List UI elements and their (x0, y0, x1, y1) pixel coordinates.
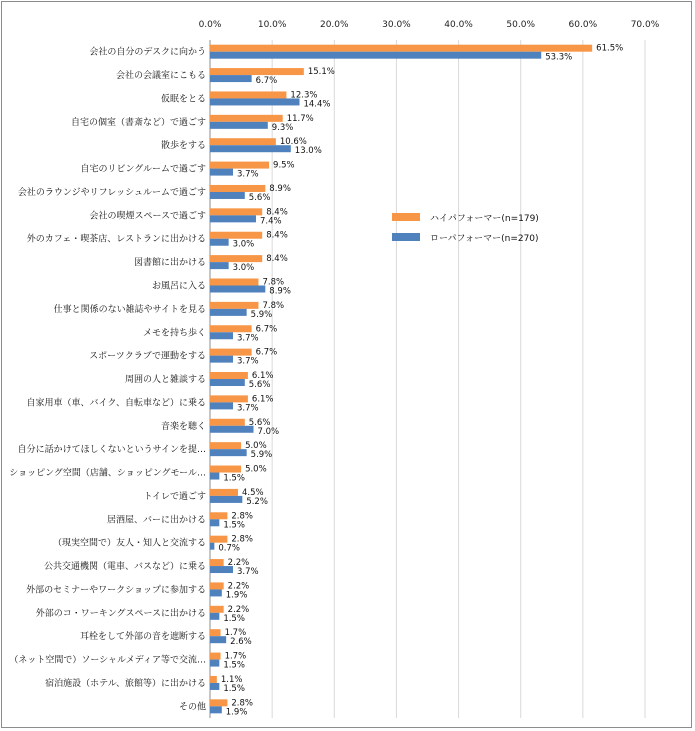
bar-low-performer (210, 379, 245, 386)
bar-low-performer (210, 262, 229, 269)
category-label: 仮眠をとる (160, 94, 206, 105)
x-tick-label: 20.0% (319, 20, 349, 30)
x-axis-ticks (199, 20, 660, 30)
data-label-high-performer: 7.8% (262, 300, 285, 311)
data-label-low-performer: 1.5% (223, 520, 245, 531)
data-label-high-performer: 8.4% (266, 230, 288, 241)
bar-high-performer (210, 255, 262, 262)
data-label-high-performer: 2.8% (231, 534, 254, 545)
category-label: 自家用車（車、バイク、自転車など）に乗る (26, 398, 206, 409)
data-label-high-performer: 5.0% (245, 464, 267, 475)
bar-low-performer (210, 356, 233, 363)
data-label-high-performer: 15.1% (307, 67, 335, 78)
bar-low-performer (210, 192, 245, 199)
data-label-low-performer: 5.2% (246, 496, 268, 507)
data-label-low-performer: 14.4% (303, 99, 331, 110)
data-label-high-performer: 1.7% (224, 651, 247, 662)
data-label-high-performer: 8.9% (269, 183, 291, 194)
bar-low-performer (210, 402, 233, 409)
data-label-low-performer: 3.7% (236, 333, 259, 344)
category-label: 宿泊施設（ホテル、旅館等）に出かける (45, 678, 206, 689)
data-label-high-performer: 8.4% (266, 207, 288, 218)
data-label-low-performer: 3.7% (236, 403, 259, 414)
bar-high-performer (210, 676, 217, 683)
category-label: 公共交通機関（電車、バスなど）に乗る (43, 562, 206, 573)
data-label-high-performer: 10.6% (279, 137, 307, 148)
bar-low-performer (210, 52, 541, 59)
category-label: 音楽を聴く (160, 421, 206, 432)
data-label-low-performer: 5.6% (248, 380, 271, 391)
bar-high-performer (210, 232, 262, 239)
category-label: 会社の自分のデスクに向かう (89, 47, 206, 58)
data-label-high-performer: 4.5% (241, 487, 264, 498)
bar-high-performer (210, 699, 227, 706)
bar-low-performer (210, 332, 233, 339)
legend (392, 213, 539, 244)
legend-low-performer-label: ローパフォーマー(n=270) (430, 234, 539, 244)
bar-low-performer (210, 683, 219, 690)
data-label-low-performer: 3.0% (232, 263, 255, 274)
bar-high-performer (210, 115, 283, 122)
bar-high-performer (210, 278, 258, 285)
category-label: 会社の喫煙スペースで過ごす (89, 211, 206, 222)
data-label-low-performer: 13.0% (294, 146, 322, 157)
bar-high-performer (210, 208, 262, 215)
data-label-high-performer: 1.1% (220, 674, 243, 685)
bar-high-performer (210, 559, 224, 566)
data-label-high-performer: 2.2% (227, 604, 250, 615)
data-label-low-performer: 3.7% (236, 567, 259, 578)
category-label: （ネット空間で）ソーシャルメディア等で交流… (9, 655, 206, 666)
data-label-low-performer: 2.6% (230, 637, 252, 648)
data-label-low-performer: 5.6% (248, 192, 271, 203)
data-label-high-performer: 11.7% (286, 113, 314, 124)
data-label-low-performer: 1.5% (223, 683, 245, 694)
data-label-low-performer: 3.7% (236, 356, 259, 367)
bar-high-performer (210, 653, 221, 660)
legend-low-performer-swatch (392, 233, 420, 241)
category-label: 自宅の個室（書斎など）で過ごす (70, 117, 206, 128)
bar-high-performer (210, 372, 248, 379)
bar-low-performer (210, 239, 229, 246)
bar-low-performer (210, 519, 219, 526)
bar-high-performer (210, 442, 241, 449)
data-label-high-performer: 2.2% (227, 581, 250, 592)
bar-high-performer (210, 512, 227, 519)
bar-high-performer (210, 91, 286, 98)
bar-low-performer (210, 215, 256, 222)
bar-high-performer (210, 466, 241, 473)
category-label: （現実空間で）友人・知人と交流する (52, 538, 206, 549)
category-label: 会社のラウンジやリフレッシュルームで過ごす (17, 187, 206, 198)
category-label: 居酒屋、バーに出かける (106, 515, 206, 526)
category-label: 図書館に出かける (133, 258, 206, 269)
category-label: 耳栓をして外部の音を遮断する (79, 632, 206, 643)
bar-high-performer (210, 302, 258, 309)
data-label-high-performer: 6.7% (255, 347, 278, 358)
bar-high-performer (210, 489, 238, 496)
category-label: お風呂に入る (151, 281, 206, 292)
x-tick-label: 10.0% (257, 20, 287, 30)
x-tick-label: 60.0% (568, 20, 598, 30)
data-label-high-performer: 6.1% (251, 371, 274, 382)
data-label-low-performer: 7.0% (257, 426, 280, 437)
bar-high-performer (210, 325, 252, 332)
data-label-high-performer: 1.7% (224, 628, 247, 639)
bar-high-performer (210, 582, 224, 589)
data-label-high-performer: 61.5% (596, 43, 624, 54)
category-label: その他 (178, 702, 206, 713)
data-label-low-performer: 3.7% (236, 169, 259, 180)
data-label-low-performer: 53.3% (545, 52, 573, 63)
data-label-high-performer: 12.3% (290, 90, 318, 101)
category-label: スポーツクラブで運動をする (89, 351, 206, 362)
bar-low-performer (210, 426, 254, 433)
bar-high-performer (210, 419, 245, 426)
category-label: 周囲の人と雑談する (124, 375, 206, 386)
category-label: 仕事と関係のない雑誌やサイトを見る (53, 304, 206, 315)
bar-high-performer (210, 536, 227, 543)
bar-low-performer (210, 145, 291, 152)
bar-high-performer (210, 162, 269, 169)
data-label-low-performer: 1.9% (225, 707, 248, 718)
bar-low-performer (210, 169, 233, 176)
data-label-low-performer: 6.7% (255, 76, 278, 87)
data-label-high-performer: 5.0% (245, 441, 267, 452)
bar-low-performer (210, 706, 222, 713)
bar-high-performer (210, 395, 248, 402)
bar-low-performer (210, 589, 222, 596)
data-label-high-performer: 5.6% (248, 417, 271, 428)
data-label-low-performer: 1.5% (223, 473, 245, 484)
bar-low-performer (210, 473, 219, 480)
data-label-low-performer: 5.9% (250, 309, 273, 320)
legend-high-performer-swatch (392, 213, 420, 221)
bar-high-performer (210, 138, 276, 145)
x-tick-label: 40.0% (444, 20, 473, 30)
category-label: 自宅のリビングルームで過ごす (80, 164, 206, 175)
data-label-low-performer: 3.0% (232, 239, 255, 250)
data-label-high-performer: 7.8% (262, 277, 285, 288)
category-label: 外部のセミナーやワークショップに参加する (26, 585, 206, 596)
data-label-low-performer: 0.7% (218, 543, 240, 554)
data-labels (218, 44, 623, 718)
category-label: ショッピング空間（店舗、ショッピングモール… (9, 468, 206, 479)
category-label: トイレで過ごす (143, 491, 206, 502)
data-label-high-performer: 8.4% (266, 254, 288, 265)
x-tick-label: 50.0% (506, 20, 536, 30)
bar-high-performer (210, 68, 304, 75)
bar-low-performer (210, 122, 268, 129)
data-label-low-performer: 5.9% (250, 450, 273, 461)
bar-high-performer (210, 185, 265, 192)
data-label-high-performer: 6.1% (251, 394, 274, 405)
data-label-high-performer: 9.5% (273, 160, 295, 171)
category-label: 散歩をする (160, 141, 206, 152)
legend-high-performer-label: ハイパフォーマー(n=179) (430, 214, 539, 224)
data-label-low-performer: 8.9% (269, 286, 291, 297)
bar-high-performer (210, 349, 252, 356)
data-label-low-performer: 1.9% (225, 590, 248, 601)
bar-low-performer (210, 285, 265, 292)
bar-high-performer (210, 629, 221, 636)
category-labels (9, 46, 206, 713)
data-label-high-performer: 6.7% (255, 324, 278, 335)
data-label-high-performer: 2.8% (231, 698, 254, 709)
data-label-low-performer: 9.3% (271, 122, 294, 133)
bar-high-performer (210, 606, 224, 613)
bar-high-performer (210, 45, 592, 52)
bar-low-performer (210, 543, 214, 550)
bar-low-performer (210, 309, 247, 316)
x-tick-label: 30.0% (382, 20, 411, 30)
category-label: メモを持ち歩く (142, 328, 206, 339)
data-label-low-performer: 1.5% (223, 613, 245, 624)
bar-low-performer (210, 660, 219, 667)
bar-low-performer (210, 496, 242, 503)
data-label-high-performer: 2.2% (227, 558, 250, 569)
x-tick-label: 0.0% (198, 20, 222, 30)
data-label-high-performer: 2.8% (231, 511, 254, 522)
bar-low-performer (210, 75, 252, 82)
category-label: 会社の会議室にこもる (115, 71, 206, 82)
data-label-low-performer: 1.5% (223, 660, 245, 671)
category-label: 外部のコ・ワーキングスペースに出かける (35, 608, 206, 619)
bar-low-performer (210, 449, 247, 456)
bar-low-performer (210, 98, 299, 105)
bar-low-performer (210, 613, 219, 620)
data-label-low-performer: 7.4% (259, 216, 282, 227)
category-label: 自分に話かけてほしくないというサインを提… (17, 445, 206, 456)
category-label: 外のカフェ・喫茶店、レストランに出かける (26, 234, 206, 245)
x-tick-label: 70.0% (630, 20, 660, 30)
